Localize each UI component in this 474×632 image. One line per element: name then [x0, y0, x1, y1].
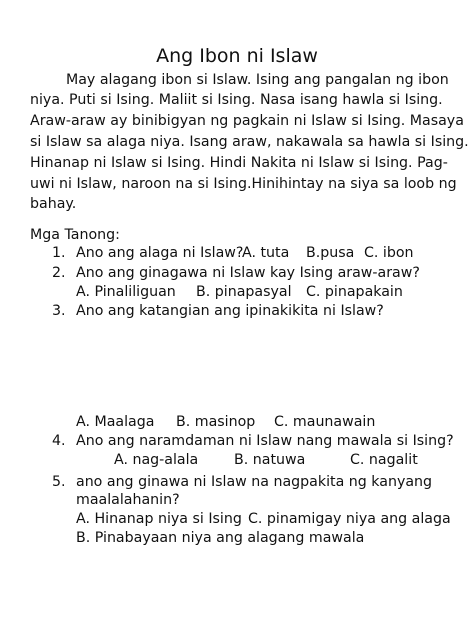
- document-title: Ang Ibon ni Islaw: [156, 45, 318, 67]
- choice-b: B. Pinabayaan niya ang alagang mawala: [76, 530, 365, 546]
- question-number: 4.: [52, 433, 66, 449]
- question-number: 2.: [52, 265, 66, 281]
- question-text: Ano ang katangian ang ipinakikita ni Islaw?: [76, 303, 384, 319]
- choice-a: A. Pinaliliguan: [76, 284, 176, 300]
- question-text-continued: maalalahanin?: [76, 492, 180, 508]
- story-line: Hinanap ni Islaw si Ising. Hindi Nakita ni Islaw si Ising. Pag-: [30, 155, 448, 171]
- story-line: bahay.: [30, 196, 77, 212]
- story-line: May alagang ibon si Islaw. Ising ang pangalan ng ibon: [66, 72, 449, 88]
- choice-c: C. nagalit: [350, 452, 418, 468]
- question-text: Ano ang naramdaman ni Islaw nang mawala si Ising?: [76, 433, 454, 449]
- choice-b: B. natuwa: [234, 452, 306, 468]
- question-text: ano ang ginawa ni Islaw na nagpakita ng kanyang: [76, 474, 433, 490]
- choice-a: A. Hinanap niya si Ising: [76, 511, 242, 527]
- question-text: Ano ang ginagawa ni Islaw kay Ising araw-araw?: [76, 265, 420, 281]
- story-line: uwi ni Islaw, naroon na si Ising.Hinihintay na siya sa loob ng: [30, 176, 457, 192]
- question-text: Ano ang alaga ni Islaw?: [76, 245, 244, 261]
- questions-heading: Mga Tanong:: [30, 227, 120, 243]
- question-number: 3.: [52, 303, 66, 319]
- choice-b: B. pinapasyal: [196, 284, 292, 300]
- question-number: 1.: [52, 245, 66, 261]
- choice-a: A. Maalaga: [76, 414, 155, 430]
- choice-b: B.pusa: [306, 245, 355, 261]
- choice-c: C. ibon: [364, 245, 414, 261]
- choice-a: A. nag-alala: [114, 452, 199, 468]
- question-number: 5.: [52, 474, 66, 490]
- choice-c: C. maunawain: [274, 414, 376, 430]
- choice-c: C. pinamigay niya ang alaga: [248, 511, 451, 527]
- choice-a: A. tuta: [242, 245, 290, 261]
- story-line: Araw-araw ay binibigyan ng pagkain ni Islaw si Ising. Masaya: [30, 113, 464, 129]
- choice-b: B. masinop: [176, 414, 256, 430]
- choice-c: C. pinapakain: [306, 284, 403, 300]
- story-line: niya. Puti si Ising. Maliit si Ising. Nasa isang hawla si Ising.: [30, 92, 443, 108]
- story-line: si Islaw sa alaga niya. Isang araw, nakawala sa hawla si Ising.: [30, 134, 469, 150]
